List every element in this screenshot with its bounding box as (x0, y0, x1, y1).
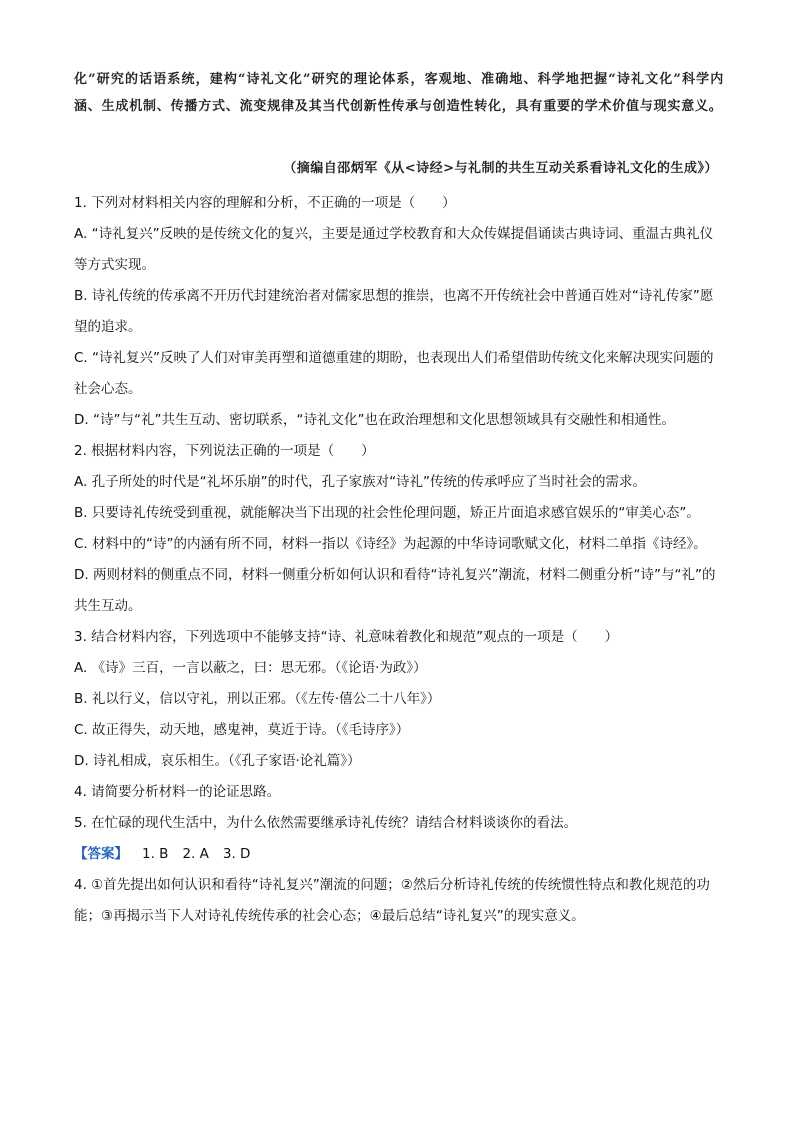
answer-label: 【答案】 (74, 846, 128, 862)
passage-paragraph: 化”研究的话语系统，建构“诗礼文化”研究的理论体系，客观地、准确地、科学地把握“诗礼文化”科学内涵、生成机制、传播方式、流变规律及其当代创新性传承与创造性转化，具有重要的学术价值与现实意义。 (74, 72, 724, 114)
question-3 (74, 622, 724, 777)
option-a: A. 孔子所处的时代是“礼坏乐崩”的时代，孔子家族对“诗礼”传统的传承呼应了当时社会的需求。 (74, 474, 647, 490)
question-1 (74, 188, 724, 436)
option-b: B. 诗礼传统的传承离不开历代封建统治者对儒家思想的推崇，也离不开传统社会中普通百姓对“诗礼传家”愿望的追求。 (74, 288, 714, 335)
option-c: C. 材料中的“诗”的内涵有所不同，材料一指以《诗经》为起源的中华诗词歌赋文化，材料二单指《诗经》。 (74, 536, 707, 552)
option-b: B. 礼以行义，信以守礼，刑以正邪。（《左传·僖公二十八年》） (74, 691, 441, 707)
question-stem: 1. 下列对材料相关内容的理解和分析，不正确的一项是（ ） (74, 195, 456, 211)
option-a: A. “诗礼复兴”反映的是传统文化的复兴，主要是通过学校教育和大众传媒提倡诵读古典诗词、重温古典礼仪等方式实现。 (74, 226, 714, 273)
question-4: 4. 请简要分析材料一的论证思路。 (74, 784, 281, 800)
option-d: D. “诗”与“礼”共生互动、密切联系，“诗礼文化”也在政治理想和文化思想领域具有交融性和相通性。 (74, 412, 675, 428)
question-5: 5. 在忙碌的现代生活中，为什么依然需要继承诗礼传统？请结合材料谈谈你的看法。 (74, 815, 578, 831)
answer-choice-1: 1. B (142, 846, 169, 862)
passage-source: （摘编自邵炳军《从<诗经>与礼制的共生互动关系看诗礼文化的生成》） (283, 161, 718, 176)
passage (74, 66, 724, 120)
option-d: D. 两则材料的侧重点不同，材料一侧重分析如何认识和看待“诗礼复兴”潮流，材料二侧重分析“诗”与“礼”的共生互动。 (74, 567, 716, 614)
answer-choice-3: 3. D (222, 846, 251, 862)
question-stem: 3. 结合材料内容，下列选项中不能够支持“诗、礼意味着教化和规范”观点的一项是（ ） (74, 629, 619, 645)
answer-row (74, 839, 724, 870)
questions-section (74, 188, 724, 932)
option-a: A. 《诗》三百，一言以蔽之，曰：思无邪。（《论语·为政》） (74, 660, 427, 676)
question-stem: 2. 根据材料内容，下列说法正确的一项是（ ） (74, 443, 375, 459)
option-d: D. 诗礼相成，哀乐相生。（《孔子家语·论礼篇》） (74, 753, 361, 769)
option-c: C. 故正得失，动天地，感鬼神，莫近于诗。（《毛诗序》） (74, 722, 410, 738)
answer-explanation: 4. ①首先提出如何认识和看待“诗礼复兴”潮流的问题；②然后分析诗礼传统的传统惯性特点和教化规范的功能；③再揭示当下人对诗礼传统传承的社会心态；④最后总结“诗礼复兴”的现实意义。 (74, 877, 710, 924)
question-2 (74, 436, 724, 622)
option-c: C. “诗礼复兴”反映了人们对审美再塑和道德重建的期盼，也表现出人们希望借助传统文化来解决现实问题的社会心态。 (74, 350, 714, 397)
option-b: B. 只要诗礼传统受到重视，就能解决当下出现的社会性伦理问题，矫正片面追求感官娱乐的“审美心态”。 (74, 505, 700, 521)
answer-choice-2: 2. A (182, 846, 209, 862)
